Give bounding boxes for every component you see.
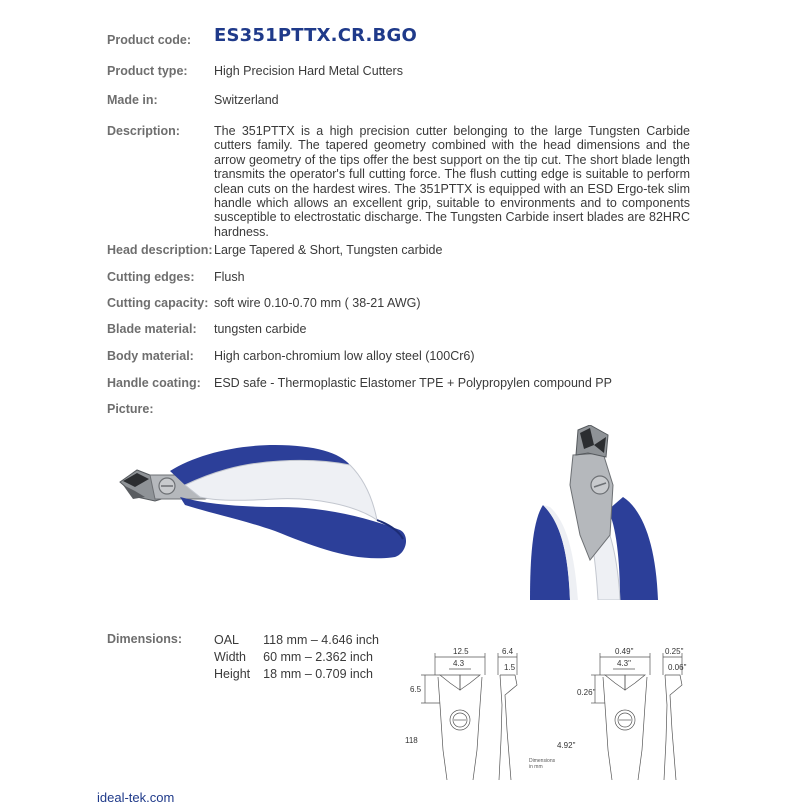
dim-side-inner: 1.5	[504, 663, 516, 672]
dimension-name: OAL	[214, 633, 240, 647]
description-text: The 351PTTX is a high precision cutter belonging to the large Tungsten Carbide cutters family. The tapered geometry combined with the head dimensions and the arrow geometry of the tips offer the best support on the tip cut. The short blade length transmits the operator's full cutting force. The flush cutting edge is suitable to perform clean cuts on the hardest wires. The 351PTTX is equipped with an ESD Ergo-tek slim handle which allows an excellent grip, suitable to environments and to components susceptible to electrostatic discharge. The Tungsten Carbide insert blades are 82HRC hardness.	[214, 124, 690, 239]
dimension-value: 18 mm – 0.709 inch	[263, 667, 373, 681]
dimension-name: Width	[214, 650, 246, 664]
dimension-row-width	[214, 649, 392, 666]
dimension-row-height	[214, 666, 392, 683]
spec-value: tungsten carbide	[214, 322, 307, 336]
picture-label: Picture:	[107, 402, 154, 416]
spec-label: Cutting edges:	[107, 270, 195, 284]
spec-label: Body material:	[107, 349, 194, 363]
dimension-value: 118 mm – 4.646 inch	[263, 633, 379, 647]
product-type-value: High Precision Hard Metal Cutters	[214, 64, 403, 78]
product-code: ES351PTTX.CR.BGO	[214, 25, 417, 46]
spec-label: Blade material:	[107, 322, 197, 336]
dim-side-top: 6.4	[502, 647, 514, 656]
description-label: Description:	[107, 124, 180, 138]
dimension-row-oal	[214, 632, 392, 649]
product-code-label: Product code:	[107, 33, 192, 47]
dim-note-line1: Dimensions	[529, 758, 556, 764]
dim-inch-length: 4.92"	[557, 741, 576, 750]
dimension-value: 60 mm – 2.362 inch	[263, 650, 373, 664]
dim-inch-side-top: 0.25"	[665, 647, 684, 656]
made-in-label: Made in:	[107, 93, 158, 107]
technical-drawing-inch	[555, 645, 710, 785]
dim-width-inner: 4.3	[453, 659, 465, 668]
dim-inch-tip-height: 0.26"	[577, 688, 596, 697]
spec-value: High carbon-chromium low alloy steel (100Cr6)	[214, 349, 475, 363]
dim-note-line2: in mm	[529, 764, 543, 770]
technical-drawing-mm	[405, 645, 560, 785]
spec-value: Flush	[214, 270, 245, 284]
spec-label: Head description:	[107, 243, 213, 257]
spec-label: Handle coating:	[107, 376, 201, 390]
footer-website-link[interactable]: ideal-tek.com	[97, 790, 175, 805]
spec-value: Large Tapered & Short, Tungsten carbide	[214, 243, 443, 257]
cutter-front-photo	[528, 425, 660, 600]
dimension-name: Height	[214, 667, 251, 681]
spec-value: ESD safe - Thermoplastic Elastomer TPE + Polypropylen compound PP	[214, 376, 612, 390]
made-in-value: Switzerland	[214, 93, 279, 107]
dim-tip-height: 6.5	[410, 685, 422, 694]
dim-inch-width-inner: 4.3"	[617, 659, 631, 668]
dim-inch-side-inner: 0.06"	[668, 663, 687, 672]
spec-value: soft wire 0.10-0.70 mm ( 38-21 AWG)	[214, 296, 421, 310]
dimensions-table	[214, 632, 392, 683]
cutter-side-photo	[115, 435, 410, 570]
product-type-label: Product type:	[107, 64, 188, 78]
spec-label: Cutting capacity:	[107, 296, 209, 310]
dim-inch-width-top: 0.49"	[615, 647, 634, 656]
dim-width-top: 12.5	[453, 647, 469, 656]
dimensions-label: Dimensions:	[107, 632, 183, 646]
dim-length: 118	[405, 736, 418, 745]
